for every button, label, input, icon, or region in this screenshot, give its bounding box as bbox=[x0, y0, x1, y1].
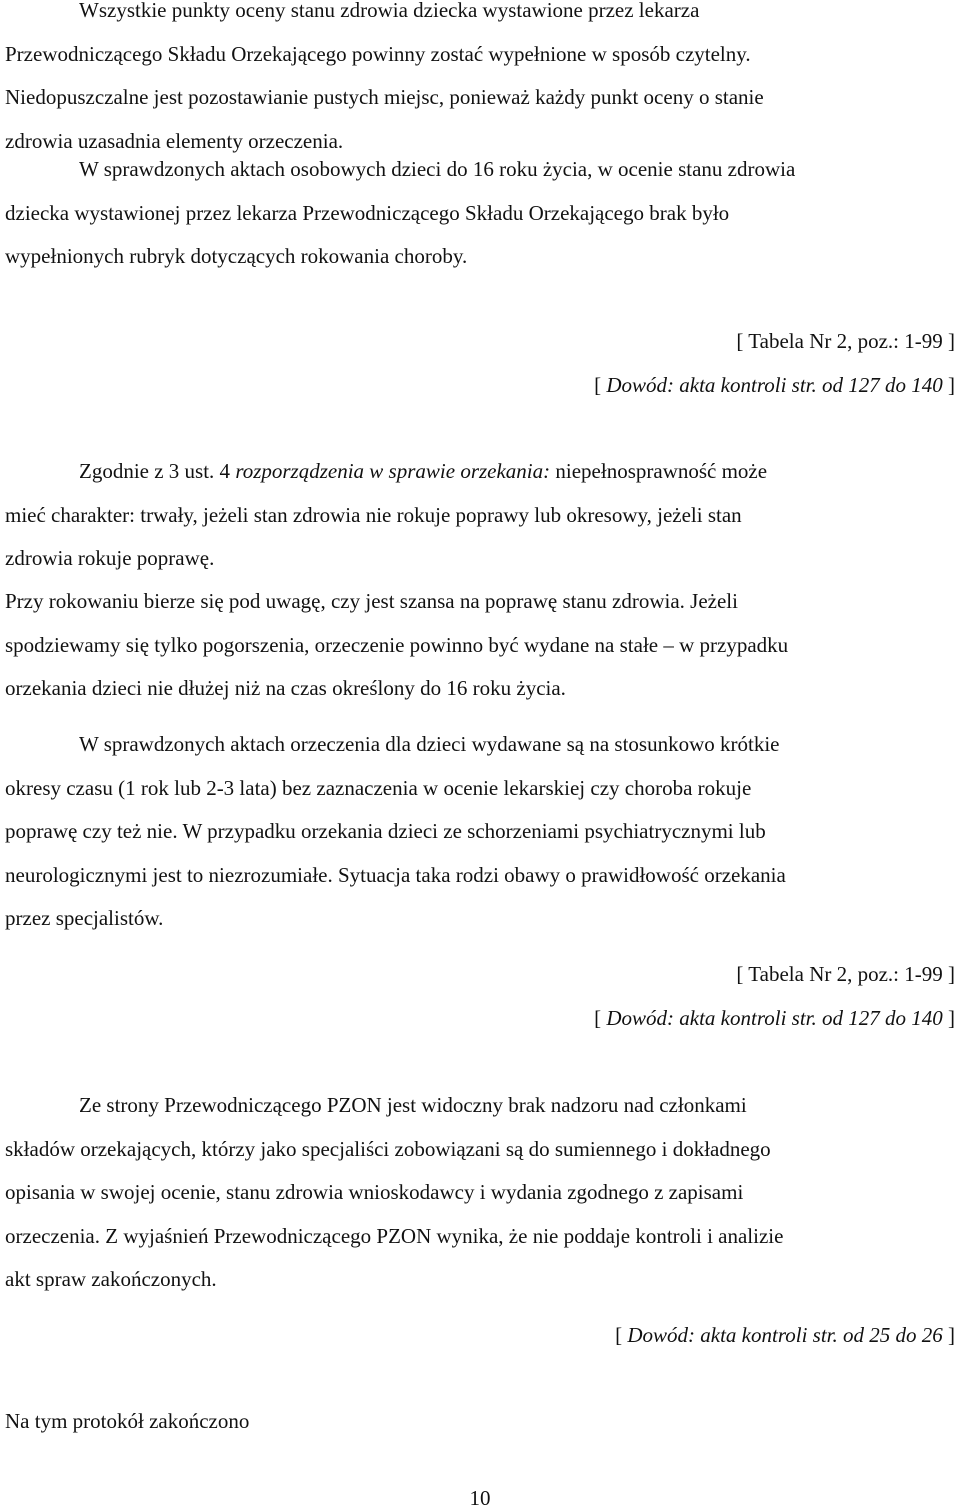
p5-line2: okresy czasu (1 rok lub 2-3 lata) bez zaznaczenia w ocenie lekarskiej czy choroba rokuje bbox=[5, 775, 752, 800]
p1-line4: zdrowia uzasadnia elementy orzeczenia. bbox=[5, 128, 344, 153]
evidence-reference: [ Dowód: akta kontroli str. od 127 do 140 ] bbox=[594, 1005, 955, 1030]
closing-statement: Na tym protokół zakończono bbox=[5, 1409, 250, 1433]
p1-line1: Wszystkie punkty oceny stanu zdrowia dziecka wystawione przez lekarza bbox=[79, 0, 700, 22]
p2-line3: wypełnionych rubryk dotyczących rokowania choroby. bbox=[5, 244, 468, 268]
reference-block-1 bbox=[5, 320, 955, 407]
p6-line1: Ze strony Przewodniczącego PZON jest widoczny brak nadzoru nad członkami bbox=[79, 1093, 747, 1117]
paragraph-regulation: Zgodnie z 3 ust. 4 rozporządzenia w sprawie orzekania: niepełnosprawność może mieć charakter: trwały, jeżeli stan zdrowia nie rokuje poprawy lub okresowy, jeżeli stan zdrowia rokuje poprawę. bbox=[5, 450, 955, 581]
reference-block-3 bbox=[5, 1314, 955, 1358]
p6-line3: opisania w swojej ocenie, stanu zdrowia wnioskodawcy i wydania zgodnego z zapisami bbox=[5, 1180, 744, 1204]
p4-line3: orzekania dzieci nie dłużej niż na czas określony do 16 roku życia. bbox=[5, 676, 566, 700]
reference-block-2 bbox=[5, 953, 955, 1040]
p6-line5: akt spraw zakończonych. bbox=[5, 1267, 217, 1291]
p2-line1: W sprawdzonych aktach osobowych dzieci do 16 roku życia, w ocenie stanu zdrowia bbox=[79, 157, 796, 181]
p6-line4: orzeczenia. Z wyjaśnień Przewodniczącego PZON wynika, że nie poddaje kontroli i analizie bbox=[5, 1223, 784, 1248]
p4-line1: Przy rokowaniu bierze się pod uwagę, czy jest szansa na poprawę stanu zdrowia. Jeżeli bbox=[5, 589, 738, 613]
paragraph-prognosis-rule bbox=[5, 580, 955, 711]
p2-line2: dziecka wystawionej przez lekarza Przewodniczącego Składu Orzekającego brak było bbox=[5, 200, 730, 225]
table-reference: [ Tabela Nr 2, poz.: 1-99 ] bbox=[736, 962, 955, 986]
paragraph-prognosis-finding bbox=[5, 148, 955, 279]
p5-line1: W sprawdzonych aktach orzeczenia dla dzieci wydawane są na stosunkowo krótkie bbox=[79, 732, 780, 756]
p4-line2: spodziewamy się tylko pogorszenia, orzeczenie powinno być wydane na stałe – w przypadku bbox=[5, 632, 789, 657]
paragraph-supervision bbox=[5, 1084, 955, 1302]
p5-line5: przez specjalistów. bbox=[5, 906, 164, 930]
page-number: 10 bbox=[469, 1486, 491, 1510]
paragraph-short-periods bbox=[5, 723, 955, 941]
evidence-reference: [ Dowód: akta kontroli str. od 25 do 26 ] bbox=[615, 1323, 955, 1347]
p1-line3: Niedopuszczalne jest pozostawianie pustych miejsc, ponieważ każdy punkt oceny o stanie bbox=[5, 85, 764, 109]
paragraph-legibility bbox=[5, 0, 955, 163]
evidence-reference: [ Dowód: akta kontroli str. od 127 do 140 ] bbox=[594, 372, 955, 397]
p6-line2: składów orzekających, którzy jako specjaliści zobowiązani są do sumiennego i dokładnego bbox=[5, 1136, 771, 1161]
p1-line2: Przewodniczącego Składu Orzekającego powinny zostać wypełnione w sposób czytelny. bbox=[5, 41, 751, 66]
table-reference: [ Tabela Nr 2, poz.: 1-99 ] bbox=[736, 329, 955, 353]
p5-line3: poprawę czy też nie. W przypadku orzekania dzieci ze schorzeniami psychiatrycznymi lub bbox=[5, 819, 766, 843]
p5-line4: neurologicznymi jest to niezrozumiałe. Sytuacja taka rodzi obawy o prawidłowość orzekania bbox=[5, 862, 786, 887]
p3-line2: mieć charakter: trwały, jeżeli stan zdrowia nie rokuje poprawy lub okresowy, jeżeli stan bbox=[5, 502, 742, 527]
p3-line3: zdrowia rokuje poprawę. bbox=[5, 546, 215, 570]
